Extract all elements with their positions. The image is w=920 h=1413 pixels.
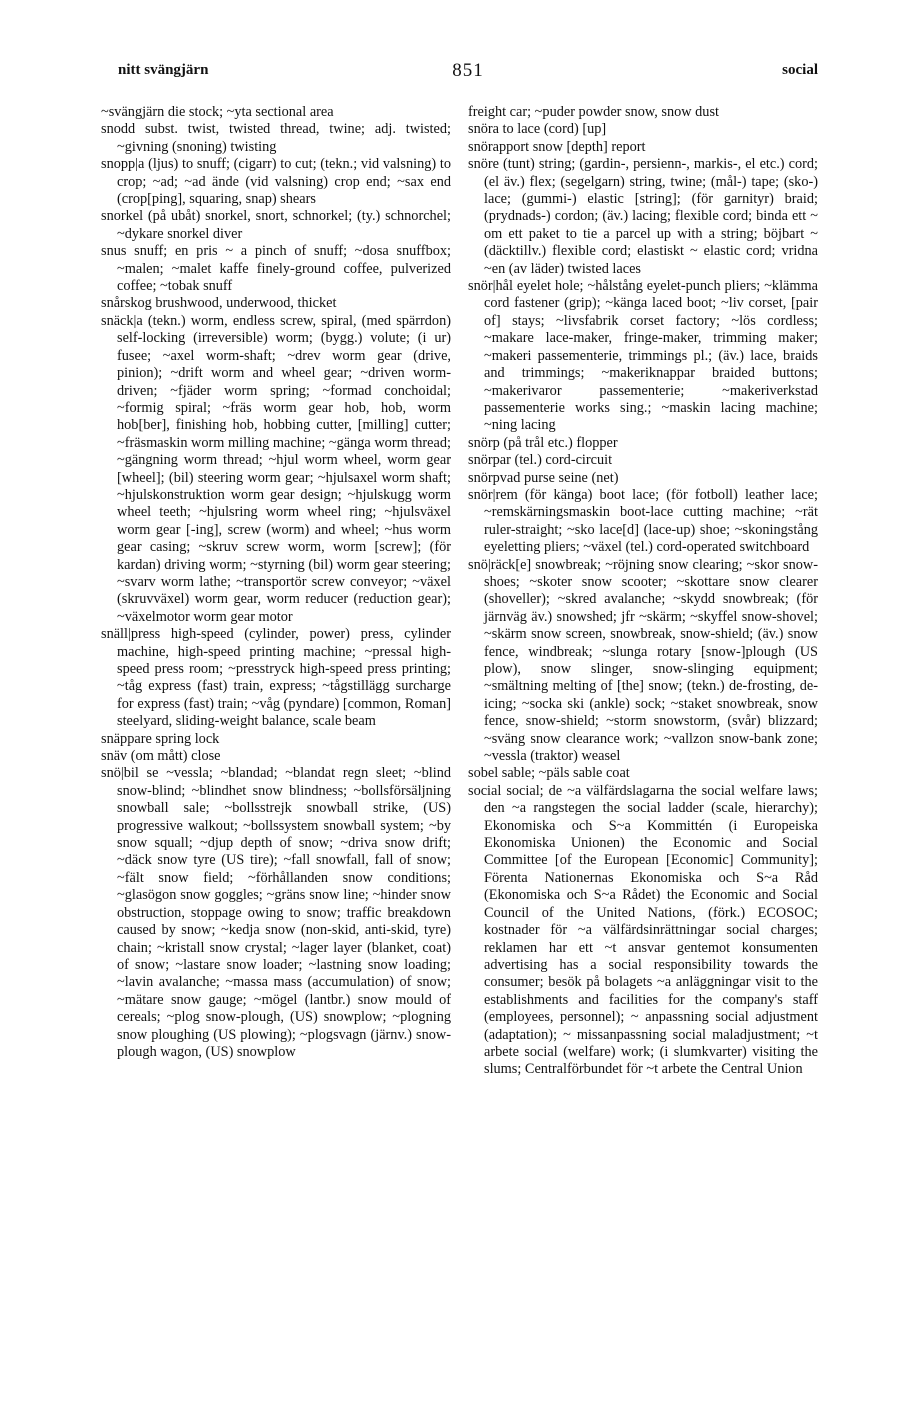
dictionary-entry: snårskog brushwood, underwood, thicket bbox=[101, 295, 337, 312]
dictionary-entry: snör|hål eyelet hole; ~hålstång eyelet-punch pliers; ~klämma cord fastener (grip); ~känga laced boot; ~liv corset, [pair of] stays; ~livsfabrik corset factory; ~lös cordless; ~makare lace-maker, fringe-maker, trimming maker; ~makeri passementerie, trimmings pl.; (äv.) lace, braids and trimmings; ~makeriknappar braided buttons; ~makerivaror passementerie; ~makeriverkstad passementerie works sing.; ~maskin lacing machine; ~ning lacing bbox=[468, 278, 818, 434]
header-right-guideword: social bbox=[782, 62, 818, 78]
page-number: 851 bbox=[452, 60, 484, 81]
dictionary-entry: snäck|a (tekn.) worm, endless screw, spiral, (med spärrdon) self-locking (irreversible) worm; (bygg.) volute; (i ur) fusee; ~axel worm-shaft; ~drev worm gear (drive, pinion); ~drift worm and wheel gear; ~driven worm-driven; ~fjäder worm spring; ~formad conchoidal; ~formig spiral; ~fräs worm gear hob, hob, worm hob[ber], finishing hob, hobbing cutter, [milling] cutter; ~fräsmaskin worm milling machine; ~gänga worm thread; ~gängning worm thread; ~hjul worm wheel, worm gear [wheel]; (bil) steering worm gear; ~hjulsaxel worm shaft; ~hjulskonstruktion worm gear design; ~hjulskugg worm wheel teeth; ~hjulsring worm wheel ring; ~hjulsväxel worm gear [-ing], screw (worm) and wheel; ~hus worm gear casing; ~skruv screw worm, worm [screw]; (för kardan) driving worm; ~styrning (bil) worm gear steering; ~svarv worm lathe; ~transportör screw conveyor; ~växel (skruvväxel) worm gear, worm reducer (reduction gear); ~växelmotor worm gear motor bbox=[101, 312, 451, 625]
header-left-guideword: nitt svängjärn bbox=[118, 62, 209, 78]
dictionary-entry: snö|räck[e] snowbreak; ~röjning snow clearing; ~skor snow-shoes; ~skoter snow scooter; ~skottare snow clearer (shoveller); ~skred avalanche; ~skydd snowbreak; (för järnväg äv.) snowshed; jfr ~skärm; ~skyffel snow-shovel; ~skärm snow screen, snowbreak, snow-shield; (äv.) snow fence, windbreak; ~slunga rotary [snow-]plough (US plow), snow slinger, snow-slinging equipment; ~smältning melting of [the] snow; (tekn.) de-frosting, de-icing; ~socka ski (ankle) sock; ~staket snowbreak, snow fence, snow-shield; ~storm snowstorm, (svår) blizzard; ~sväng snow clearance work; ~vallzon snow-bank zone; ~vessla (traktor) weasel bbox=[468, 556, 818, 765]
dictionary-entry: snäppare spring lock bbox=[101, 730, 220, 747]
dictionary-entry: snörpar (tel.) cord-circuit bbox=[468, 452, 613, 469]
dictionary-entry: snöra to lace (cord) [up] bbox=[468, 121, 607, 138]
right-column bbox=[468, 104, 818, 1079]
dictionary-entry: snäv (om mått) close bbox=[101, 748, 221, 765]
dictionary-entry: snörpvad purse seine (net) bbox=[468, 469, 619, 486]
dictionary-entry: snopp|a (ljus) to snuff; (cigarr) to cut; (tekn.; vid valsning) to crop; ~ad; ~ad ände (vid valsning) crop end; ~sax end (crop[ping], squaring, snap) shears bbox=[101, 156, 451, 208]
dictionary-entry: snäll|press high-speed (cylinder, power) press, cylinder machine, high-speed printing machine; ~pressal high-speed press room; ~presstryck high-speed press printing; ~tåg express (fast) train, express; ~tågstillägg surcharge for express (fast) train; ~våg (pyndare) [common, Roman] steelyard, sliding-weight balance, scale beam bbox=[101, 626, 451, 730]
dictionary-entry: social social; de ~a välfärdslagarna the social welfare laws; den ~a rangstegen the social ladder (scale, hierarchy); Ekonomiska och S~a Kommittén (i Europeiska Ekonomiska Unionen) the Economic and Social Committee [of the European [Economic] Community]; Förenta Nationernas Ekonomiska och S~a Råd (Ekonomiska och S~a Rådet) the Economic and Social Council of the United Nations, (förk.) ECOSOC; kostnader för ~a välfärdsinrättningar social charges; reklamen har ett ~t ansvar gentemot konsumenten advertising has a social responsibility towards the consumer; besök på bolagets ~a anläggningar visit to the establishments and facilities for the company's staff (employees, personnel); ~ anpassning social adjustment (adaptation); ~ missanpassning social maladjustment; ~t arbete social (welfare) work; (i slumkvarter) visiting the slums; Centralförbundet för ~t arbete the Central Union bbox=[468, 782, 818, 1078]
dictionary-entry: snörp (på trål etc.) flopper bbox=[468, 434, 618, 451]
left-column bbox=[101, 104, 451, 1061]
dictionary-entry: snö|bil se ~vessla; ~blandad; ~blandat regn sleet; ~blind snow-blind; ~blindhet snow blindness; ~bollsförsäljning snowball sale; ~bollsstrejk snowball strike, (US) progressive walkout; ~bollssystem snowball system; ~by snow squall; ~djup depth of snow; ~driva snow drift; ~däck snow tyre (US tire); ~fall snowfall, fall of snow; ~fält snow field; ~förhållanden snow conditions; ~glasögon snow goggles; ~gräns snow line; ~hinder snow obstruction, stoppage owing to snow; traffic breakdown caused by snow; ~kedja snow (non-skid, anti-skid, tyre) chain; ~kristall snow crystal; ~lager layer (blanket, coat) of snow; ~lastare snow loader; ~lastning snow loading; ~lavin avalanche; ~massa mass (accumulation) of snow; ~mätare snow gauge; ~mögel (lantbr.) snow mould of cereals; ~plog snow-plough, (US) snowplow; ~plogning snow ploughing (US plowing); ~plogsvagn (järnv.) snow-plough wagon, (US) snowplow bbox=[101, 765, 451, 1060]
dictionary-entry: snörapport snow [depth] report bbox=[468, 138, 646, 155]
dictionary-entry: freight car; ~puder powder snow, snow dust bbox=[468, 104, 719, 120]
dictionary-entry: snorkel (på ubåt) snorkel, snort, schnorkel; (ty.) schnorchel; ~dykare snorkel diver bbox=[101, 208, 451, 242]
dictionary-entry: snör|rem (för känga) boot lace; (för fotboll) leather lace; ~remskärningsmaskin boot-lace cutting machine; ~rät ruler-straight; ~sko lace[d] (lace-up) shoe; ~skoningstång eyeletting pliers; ~växel (tel.) cord-operated switchboard bbox=[468, 486, 818, 556]
dictionary-entry: sobel sable; ~päls sable coat bbox=[468, 765, 630, 782]
dictionary-entry: snöre (tunt) string; (gardin-, persienn-, markis-, el etc.) cord; (el äv.) flex; (segelgarn) string, twine; (mål-) tape; (sko-) lace; (gummi-) elastic [string]; (för garnityr) braid; (prydnads-) cordon; (äv.) lacing; flexible cord; binda ett ~ om ett paket to tie a parcel up with a string; böjbart ~ (däcktillv.) flexible cord; elastiskt ~ elastic cord; vridna ~en (av läder) twisted laces bbox=[468, 156, 818, 277]
dictionary-entry: ~svängjärn die stock; ~yta sectional area bbox=[101, 104, 334, 120]
page-header bbox=[118, 62, 818, 90]
dictionary-entry: snodd subst. twist, twisted thread, twine; adj. twisted; ~givning (snoning) twisting bbox=[101, 121, 451, 155]
dictionary-entry: snus snuff; en pris ~ a pinch of snuff; ~dosa snuffbox; ~malen; ~malet kaffe finely-ground coffee, pulverized coffee; ~tobak snuff bbox=[101, 243, 451, 295]
